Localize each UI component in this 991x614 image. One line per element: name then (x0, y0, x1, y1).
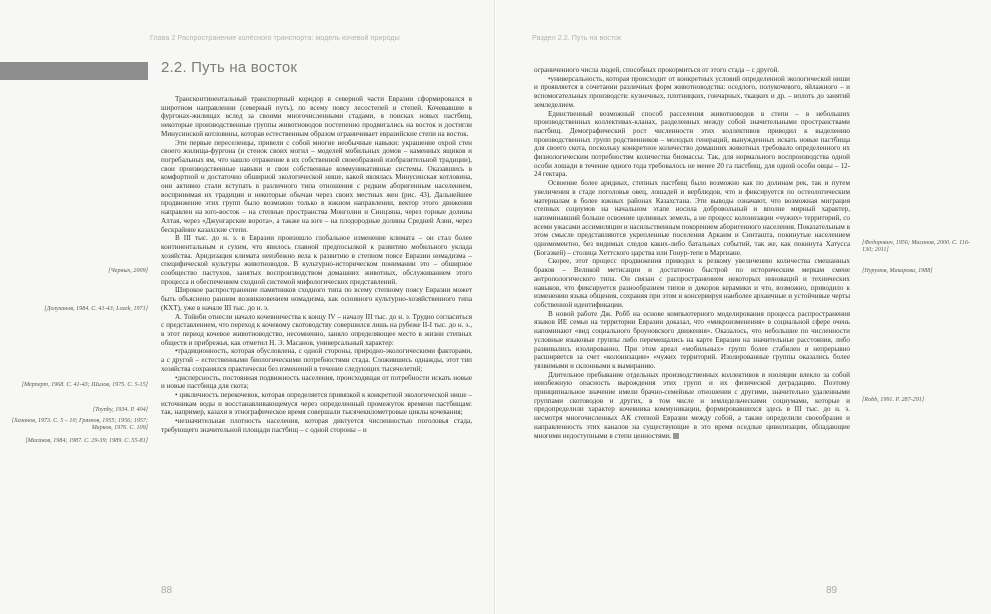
paragraph: Трансконтинентальный транспортный коридор в северной части Евразии сформировался в широтном направлении (северный путь), по всему поясу лесостепей и степей. Кочевавшие в фургонах-жилищах вслед за своими многочисленными стадами, в поисках новых пастбищ, некоторые производственные группы животноводов постепенно продвигались на восток и достигли Минусинской котловины, которая естественным образом ограничивает евразийские степи на восток. (161, 95, 472, 138)
margin-citation: [Нурумов, Макарова, 1988] (862, 268, 933, 274)
margin-citation: [Долуханов, 1984. С. 41-43; Lozek, 1971] (44, 306, 148, 312)
margin-citation: [Robb, 1991. P. 287-291] (862, 397, 925, 403)
end-of-section-mark (673, 433, 679, 439)
bullet-paragraph: •дисперсность, постоянная подвижность населения, происходящая от потребности искать новые и новые пастбища для скота; (161, 373, 472, 391)
paragraph: А. Тойнби отнесли начало кочевничества к концу IV – началу III тыс. до н. э. Трудно согласиться с представлением, что переход к кочевому скотоводству совершился лишь на рубеже II-I тыс. до н. э., в этот период кочевое животноводство, несомненно, заняло определяющее место в жизни степных обществ и прибрежья, как отметил Н. Э. Масанов, универсальный характер: (161, 312, 472, 347)
paragraph: ограниченного числа людей, способных прокормиться от этого стада – с другой. (534, 66, 780, 74)
left-page (0, 0, 495, 614)
margin-citation: [Мерперт, 1968. С. 41-43; Шилов, 1975. С. 5-15] (21, 382, 148, 388)
page-number-right: 89 (826, 585, 838, 596)
paragraph: Широкое распространение памятников сходного типа по всему степному поясу Евразии может быть объяснено ранним возникновением номадизма, как основного культурно-хозяйственного типа (КХТ), уже в начале III тыс. до н. э. (161, 286, 472, 312)
paragraph: Единственный возможный способ расселения животноводов в степи – в небольших производственных коллективах-кланах, разделенных между собой значительными пространствами пастбищ. Демографический рост численности этих коллективов приводил к выделению производственных групп родственников – молодых генераций, вынужденных искать новые пастбища для своего скота, поскольку конкретное количество домашних животных требовало определенного их физиологическим потребностям количества биомассы. Так, для нормального воспроизводства одной особи лошади в течение одного года требовалось не менее 20 га пастбищ, для одной особи овцы – 12-24 гектара. (534, 109, 850, 179)
section-color-bar (0, 62, 148, 80)
bullet-paragraph: •традиционность, которая обусловлена, с одной стороны, природно-экологическими факторами, а с другой – естественными биологическими потребностями стада. Сложившись однажды, этот тип хозяйства сохранялся практически без изменений в течение следующих тысячелетий; (161, 347, 472, 373)
paragraph: Освоение более аридных, степных пастбищ было возможно как по долинам рек, так и путем увеличения в стаде поголовья овец, лошадей и верблюдов, что и фиксируется по остеологическим материалам в более южных районах Казахстана. Эти выводы означают, что возможная миграция степных социумов на начальном этапе носила добровольный и вполне мирный характер, напоминавший больше освоение целинных земель, а не процесс колонизации «чужих» территорий, со всеми ужасами ассимиляции и насильственным покорением аборигенного населения. Показательным в этом смысле представляются укрепленные поселения Аркаим и Синташта, покинутые населением одномоментно, без видимых следов каких-либо батальных событий, так же, как покинута Хатусса (Богазкей) – столица Хеттского царства или Гонур-тепе в Маргиане. (534, 179, 850, 257)
running-head-left: Глава 2 Распространение колёсного транспорта: модель кочевой природы (150, 33, 400, 42)
paragraph-text: Длительное пребывание отдельных производственных коллективов в изоляции влекло за собой неизбежную опасность вырождения этих групп и их физической деградацию. Поэтому принципиальное значение имели брачно-семейные отношения с другими, значительно удаленными группами скотоводов и других, в том числе и земледельческими социумами, которые и предопределили характер кочевника коммуникации, формировавшихся здесь в III тыс. до н. э. несмотря многочисленных АК степной Евразии между собой, а также определили своеобразие и направленность этих каналов на существующие в это время оседлые цивилизации, обладающие многими недоступными в степи ценностями. (534, 370, 850, 440)
paragraph: В III тыс. до н. э. в Евразии произошло глобальное изменение климата – он стал более континентальным и сухим, что явилось главной предпосылкой к развитию мобильного уклада хозяйства. Аридизация климата неизбежно вела к развитию в степном поясе Евразии номадизма – специфической культуры животноводов. В культурно-историческом понимании это – обширное сообщество пастухов, занятых воспроизводством домашних животных, обслуживанием этого процесса и обеспечением сходной системой мифологических представлений. (161, 234, 472, 286)
bullet-paragraph: •универсальность, которая происходит от конкретных условий определенной экологической ниши и проявляется в сочетании различных форм животноводства: оседлого, полукочевого, яйлажного – и вспомогательных производств: кузнечных, плотницких, гончарных, ткацких и др. – вплоть до занятий земледелием. (534, 74, 850, 109)
body-text-left (161, 95, 472, 600)
paragraph: Скорее, этот процесс продвижения приводил к резкому увеличению количества смешанных браков – Великой метисации и достаточно быстрой по историческим меркам смене антропологического типа. Он связан с распространением некоторых инноваций и технических навыков, что фиксируется разнообразием типов и декоров керамики и что, возможно, приводило к изменению языка общения, сохраняя при этом и консервируя наиболее архаичные и устойчивые черты собственной идентификации. (534, 257, 850, 309)
margin-citation: [Масанов, 1984; 1987. С. 29-39; 1989. С. 55-81] (25, 438, 148, 444)
right-page (496, 0, 991, 614)
running-head-right: Раздел 2.2. Путь на восток (532, 33, 622, 42)
bullet-paragraph: • цикличность перекочевок, которая определяется привязкой к конкретной экологической нише – источникам воды и восстанавливающемуся через определенный промежуток времени пастбищам: так, например, казахи в этнографическое время совершали тысячекилометровые циклы кочевания; (161, 390, 472, 417)
margin-citation: [Федорович, 1956; Масанов, 2000. С. 116-130; 2011] (862, 240, 970, 254)
paragraph: В новой работе Дж. Робб на основе компьютерного моделирования процесса распространения языков ИЕ семьи на территории Евразии доказал, что «микроизменения» в социальной сфере очень напоминают «вид социального броуновского движения». Оказалось, что небольшие по численности условные языковые группы либо перемещались на карте Евразии на значительные расстояния, либо развивались изолированно. При этом ареал «мобильных» групп более стабилен и непрерывно расширяется за счет «колонизации» «чужих территорий. Изолированные группы оказались более уязвимыми и склонными к вымиранию. (534, 309, 850, 370)
section-title: 2.2. Путь на восток (161, 59, 298, 76)
paragraph (534, 371, 850, 441)
page-number-left: 88 (161, 585, 173, 596)
paragraph: Эти первые переселенцы, привели с собой многие необычные навыки: украшение охрой стен своего жилища-фургона (и стенок своих могил – моделей мобильных домов – каменных ящиков и погребальных ям, что нашло отражение в их собственной своеобразной изобразительной традиции), свои производственные навыки и свои собственные коммуникативные системы. Оказавшись в комфортной и достаточно обширной экологической нише, какой являлась Минусинская котловина, они активно стали вступать в различного типа отношения с редким аборигенным населением, воспринимая их традиции и некоторые обычаи через своих местных жен (рис. 43). Дальнейшее продвижение этих групп было возможно только в южном направлении, вектор этого движения направлен на юго-восток – на степные пространства Монголии и Синцзяна, через горные долины Алтая, через «Джунгарские ворота», а также на юге – на плодородные долины Средней Азии, через бескрайние казахские степи. (161, 138, 472, 234)
margin-citation: [Toynby, 1934. P. 404] (92, 407, 148, 413)
margin-citation: [Хазанов, 1973. С. 5 – 10; Грязнов, 1955; 1956; 1957; Марков, 1976. С. 109] (11, 418, 148, 432)
bullet-paragraph: •незначительная плотность населения, которая диктуется численностью поголовья стада, требующего значительной площади пастбищ – с одной стороны – и (161, 417, 472, 434)
body-text-right (534, 66, 850, 602)
margin-citation: [Черных, 2009] (108, 268, 148, 274)
